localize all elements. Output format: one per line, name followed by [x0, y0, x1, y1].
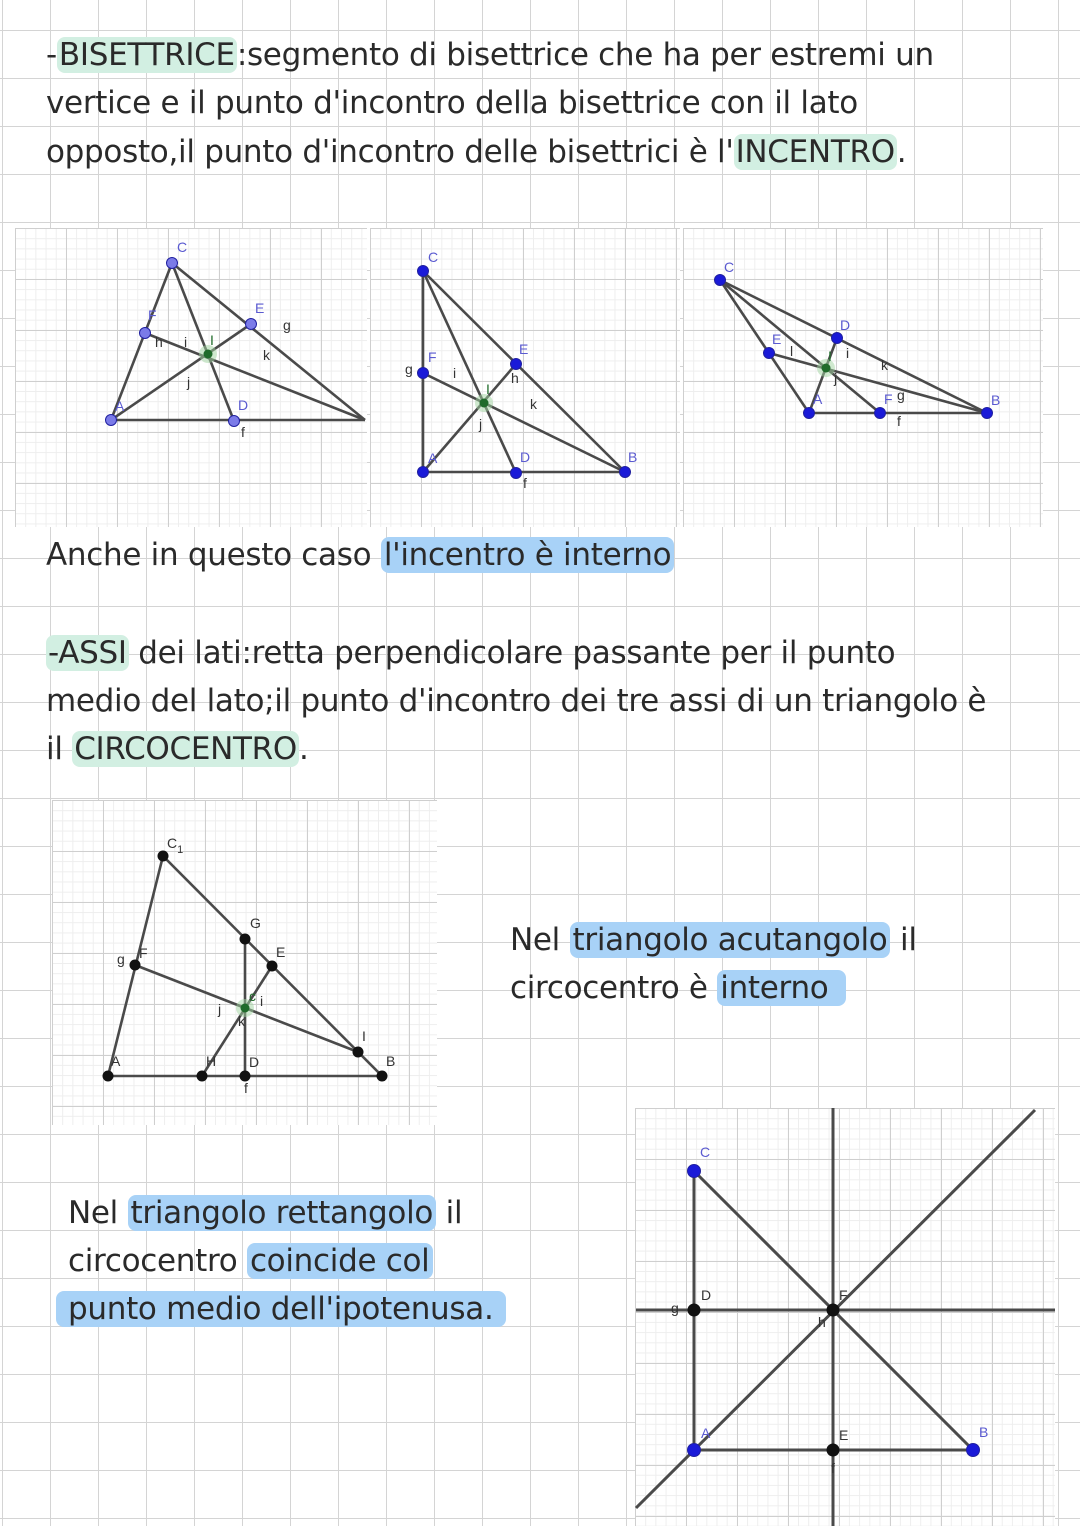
- d2-label: g: [405, 361, 413, 377]
- d1-point-F: [140, 328, 151, 339]
- d3-label: C: [724, 259, 735, 275]
- d4-point-A: [103, 1071, 114, 1082]
- d5-label: h: [818, 1314, 826, 1330]
- period: .: [299, 731, 309, 767]
- d1-segment-FB: [145, 333, 365, 420]
- d4-point-C1: [158, 851, 169, 862]
- d4-label: k: [238, 1013, 245, 1029]
- d1-label: j: [187, 374, 191, 390]
- d1-label: k: [263, 347, 270, 363]
- d2-label: I: [486, 381, 490, 397]
- d5-label: g: [671, 1300, 679, 1316]
- d4-point-F: [130, 960, 141, 971]
- d4-label: j: [218, 1001, 222, 1017]
- d3-label: f: [897, 413, 901, 429]
- d1-point-E: [246, 319, 257, 330]
- note-text: Anche in questo caso: [46, 537, 381, 573]
- d4-label: F: [139, 945, 148, 961]
- d3-label: F: [884, 391, 893, 407]
- d3-label: l: [790, 343, 794, 359]
- d2-point-C: [418, 266, 429, 277]
- d1-label: h: [155, 334, 163, 350]
- period: .: [896, 134, 907, 170]
- d3-label: k: [881, 357, 888, 373]
- d2-label: h: [511, 370, 519, 386]
- d4-label: I: [362, 1028, 366, 1044]
- note-text: Nel: [510, 922, 570, 958]
- note-highlight: triangolo acutangolo: [570, 922, 891, 958]
- d4-point-G: [240, 934, 251, 945]
- d5-point-C: [688, 1165, 701, 1178]
- d1-segment-AE: [111, 324, 251, 420]
- d3-point-A: [804, 408, 815, 419]
- d3-label: i: [846, 345, 850, 361]
- note-text: circocentro: [68, 1243, 247, 1279]
- term-circocentro: CIRCOCENTRO: [74, 731, 298, 767]
- d3-label: E: [772, 331, 782, 347]
- d4-label: G: [250, 915, 261, 931]
- d1-point-A: [106, 415, 117, 426]
- d1-point-D: [229, 416, 240, 427]
- note-text: il: [890, 922, 917, 958]
- term-bisettrice: BISETTRICE: [58, 37, 235, 73]
- d2-point-B: [620, 467, 631, 478]
- d5-point-F: [827, 1304, 840, 1317]
- d3-segment-CB: [720, 280, 987, 413]
- d2-point-F: [418, 368, 429, 379]
- d2-point-A: [418, 467, 429, 478]
- d4-point-E: [267, 961, 278, 972]
- d5-label: E: [839, 1427, 849, 1443]
- note-text: circocentro è: [510, 970, 718, 1006]
- d1-label: E: [255, 300, 265, 316]
- d3-point-B: [982, 408, 993, 419]
- d1-segment-CB: [172, 263, 365, 420]
- d2-label: B: [628, 449, 638, 465]
- d2-point-I: [480, 399, 489, 408]
- d5-label: D: [701, 1287, 712, 1303]
- d1-label: i: [184, 334, 188, 350]
- note-highlight: punto medio dell'ipotenusa.: [56, 1291, 506, 1327]
- definition-text: :segmento di bisettrice che ha per estremi un: [236, 37, 934, 73]
- dash: -: [46, 37, 57, 73]
- d3-point-D: [832, 333, 843, 344]
- d4-point-O: [241, 1004, 250, 1013]
- note-text: il: [436, 1195, 463, 1231]
- d5-label: F: [839, 1287, 848, 1303]
- d3-segment-CA: [720, 280, 809, 413]
- term-assi: -ASSI: [48, 635, 127, 671]
- d1-segment-AC: [111, 263, 172, 420]
- d5-label: C: [700, 1144, 711, 1160]
- d4-point-B: [377, 1071, 388, 1082]
- definition-text: il: [46, 731, 73, 767]
- bisettrice-line-2: vertice e il punto d'incontro della bisettrice con il lato: [46, 85, 858, 121]
- d2-segment-CD: [423, 271, 516, 473]
- assi-line-2: medio del lato;il punto d'incontro dei tre assi di un triangolo è: [46, 683, 987, 719]
- d4-label: E: [276, 944, 286, 960]
- d3-label: B: [991, 392, 1001, 408]
- note-highlight: triangolo rettangolo: [128, 1195, 437, 1231]
- definition-text: dei lati:retta perpendicolare passante per il punto: [128, 635, 896, 671]
- d4-label: $C_1$: [167, 835, 184, 856]
- d2-point-D: [511, 468, 522, 479]
- d2-label: C: [428, 249, 439, 265]
- d5-point-D: [688, 1304, 701, 1317]
- d4-label: H: [206, 1053, 217, 1069]
- d3-point-F: [875, 408, 886, 419]
- d3-label: D: [840, 317, 851, 333]
- d3-label: I: [828, 348, 832, 364]
- d1-label: D: [238, 397, 249, 413]
- d2-label: F: [428, 349, 437, 365]
- d2-label: k: [530, 396, 537, 412]
- term-incentro: INCENTRO: [735, 134, 895, 170]
- d5-label: A: [701, 1425, 711, 1441]
- d4-label: g: [117, 951, 125, 967]
- note-highlight: l'incentro è interno: [381, 537, 674, 573]
- d1-label: C: [177, 239, 188, 255]
- d1-label: F: [148, 307, 157, 323]
- d2-label: E: [519, 341, 529, 357]
- d4-label: B: [386, 1053, 396, 1069]
- d4-point-H: [197, 1071, 208, 1082]
- d3-label: A: [813, 391, 823, 407]
- d2-label: i: [453, 365, 457, 381]
- d1-label: f: [241, 424, 245, 440]
- d3-point-C: [715, 275, 726, 286]
- d1-label: A: [115, 398, 125, 414]
- d2-label: f: [523, 475, 527, 491]
- note-highlight: coincide col: [247, 1243, 433, 1279]
- d2-point-E: [511, 359, 522, 370]
- d1-label: I: [210, 332, 214, 348]
- note-highlight: interno: [717, 970, 846, 1006]
- d2-label: D: [520, 449, 531, 465]
- note-text: Nel: [68, 1195, 128, 1231]
- d5-label: f: [831, 1460, 835, 1476]
- d4-label: D: [249, 1054, 260, 1070]
- d4-point-I: [353, 1047, 364, 1058]
- d1-label: g: [283, 317, 291, 333]
- d4-label: A: [111, 1053, 121, 1069]
- d1-point-I: [204, 350, 213, 359]
- d4-label: f: [244, 1080, 248, 1096]
- d4-label: c: [249, 988, 256, 1004]
- d5-point-E: [827, 1444, 840, 1457]
- d5-point-A: [688, 1444, 701, 1457]
- d3-point-E: [764, 348, 775, 359]
- d5-point-B: [967, 1444, 980, 1457]
- d5-label: B: [979, 1424, 989, 1440]
- definition-text: opposto,il punto d'incontro delle bisettrici è l': [46, 134, 734, 170]
- d2-label: A: [428, 450, 438, 466]
- d2-label: j: [479, 416, 483, 432]
- d3-label: g: [897, 387, 905, 403]
- d1-point-C: [167, 258, 178, 269]
- d3-point-I: [822, 364, 831, 373]
- d4-label: i: [260, 993, 264, 1009]
- d3-label: j: [834, 370, 838, 386]
